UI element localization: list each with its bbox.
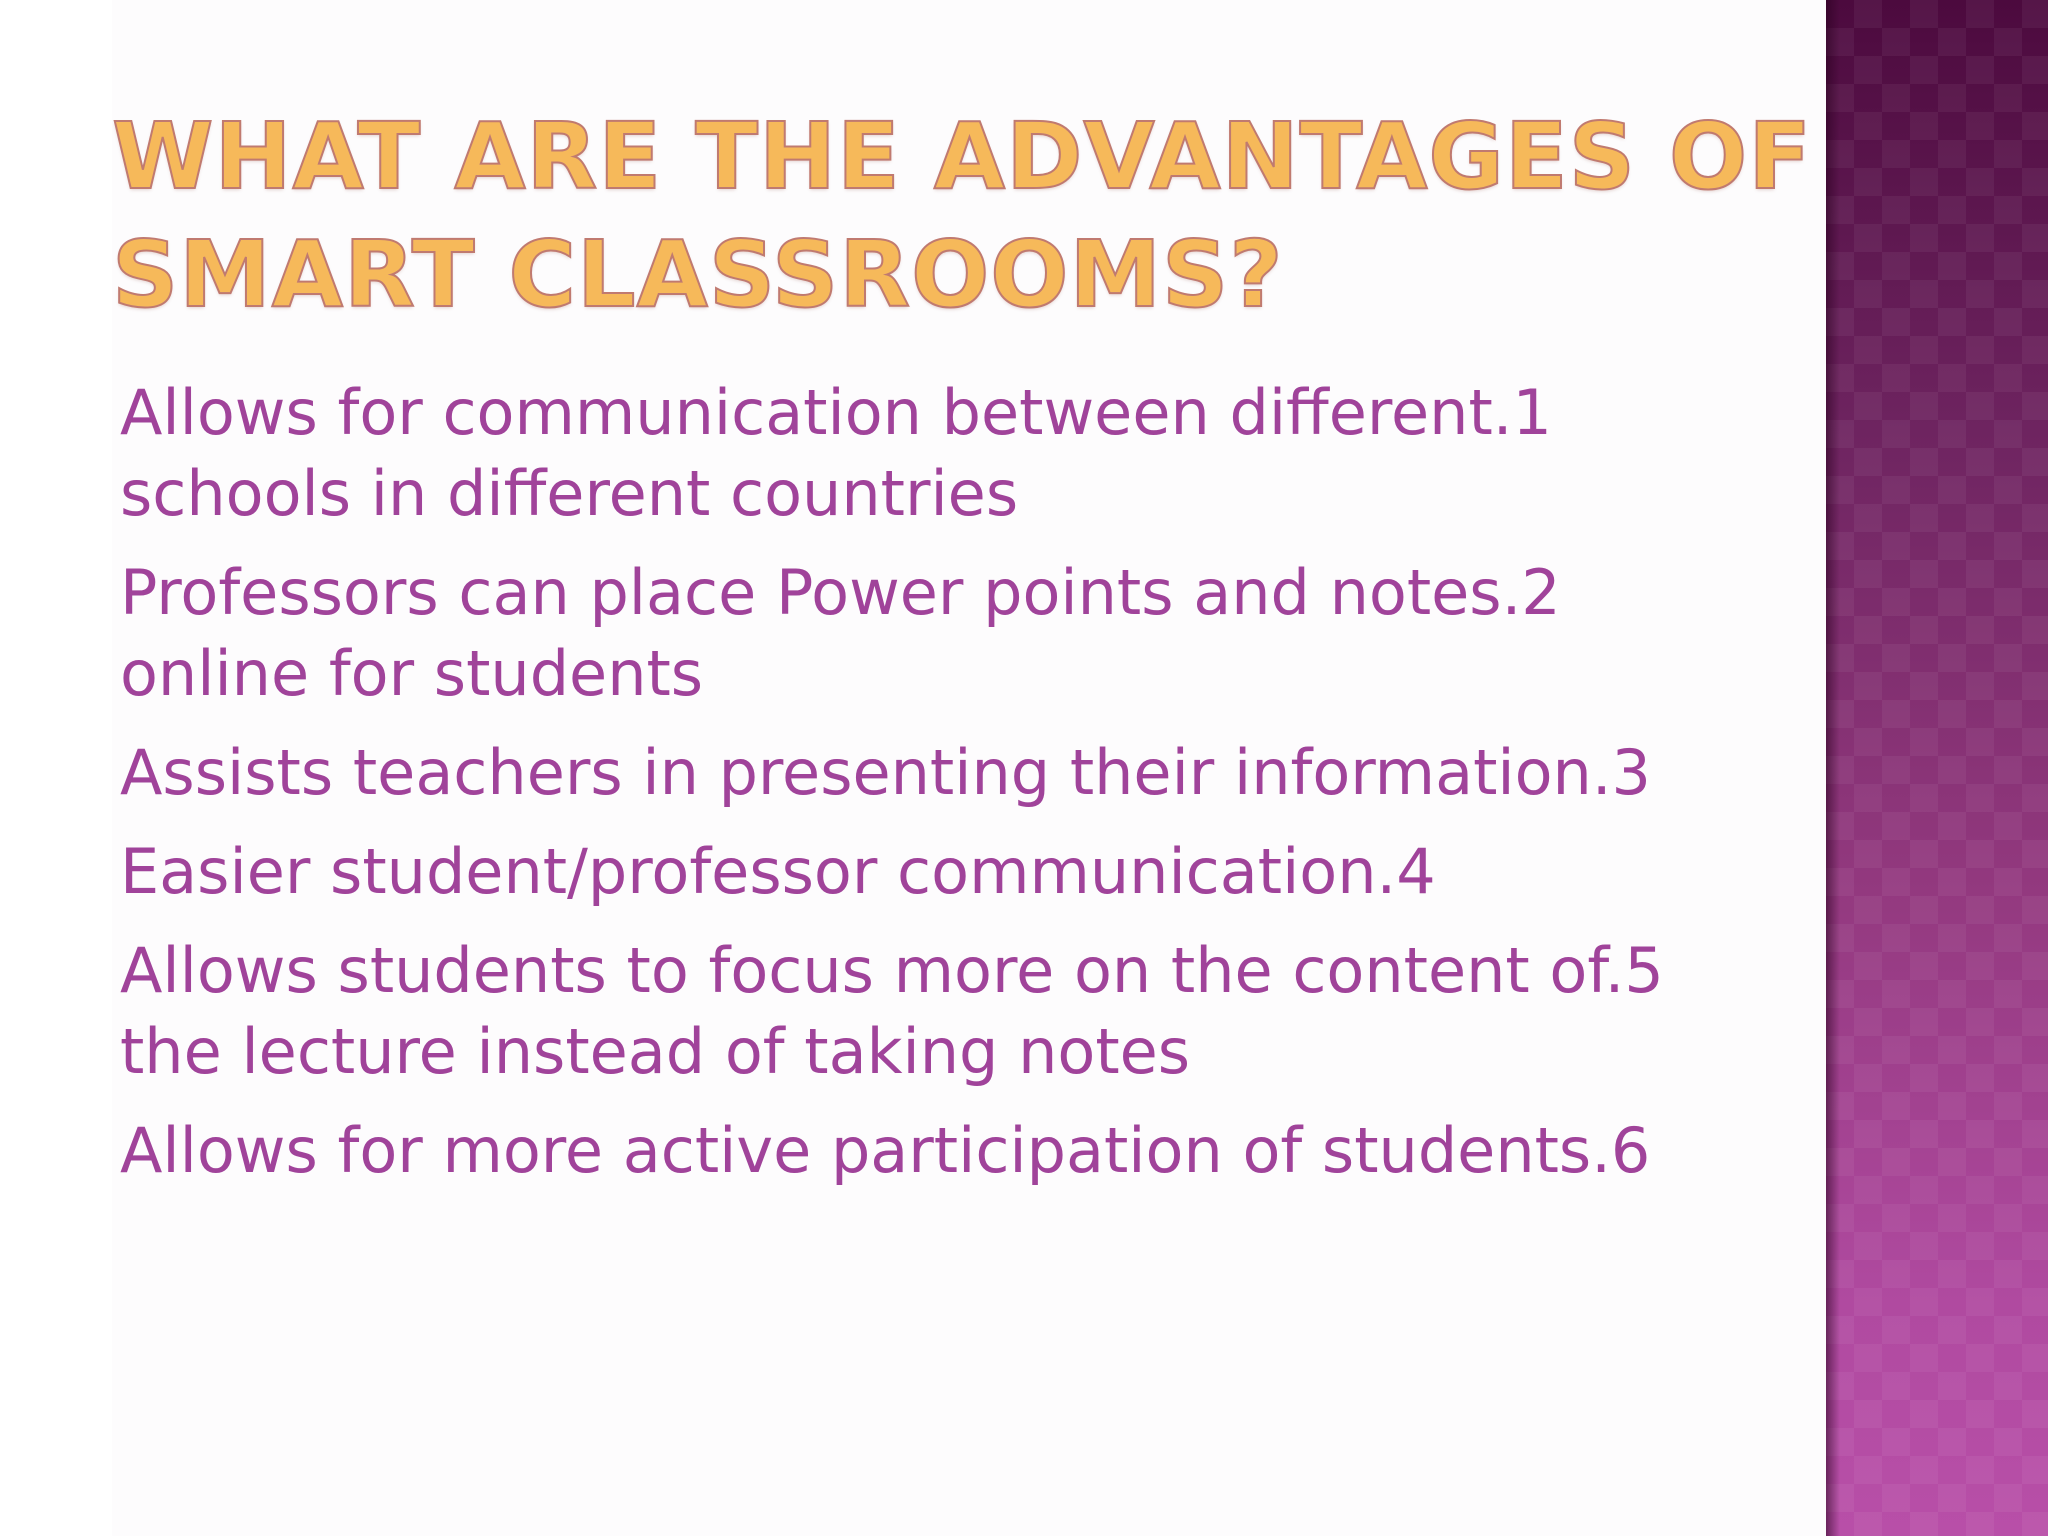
list-item — [120, 930, 1680, 1092]
list-item-text: Professors can place Power points and notes.2 — [120, 556, 1561, 629]
slide-title — [112, 98, 1813, 334]
list-item-text: Allows for more active participation of students.6 — [120, 1114, 1651, 1187]
decorative-side-band — [1826, 0, 2048, 1536]
list-item-text: Easier student/professor communication.4 — [120, 835, 1436, 908]
list-item — [120, 732, 1680, 813]
slide-title-line-1: WHAT ARE THE ADVANTAGES OF — [112, 103, 1813, 210]
list-item-text: Allows students to focus more on the content of.5 — [120, 934, 1664, 1007]
list-item — [120, 552, 1680, 714]
list-item-continuation: online for students — [120, 637, 704, 710]
list-item — [120, 1110, 1680, 1191]
list-item — [120, 831, 1680, 912]
list-item-text: Assists teachers in presenting their information.3 — [120, 736, 1651, 809]
list-item-text: Allows for communication between different.1 — [120, 376, 1552, 449]
list-item-continuation: schools in different countries — [120, 457, 1019, 530]
advantages-list — [120, 372, 1680, 1209]
list-item-continuation: the lecture instead of taking notes — [120, 1015, 1191, 1088]
left-margin — [0, 0, 112, 1536]
slide-title-line-2: SMART CLASSROOMS? — [112, 221, 1284, 328]
list-item — [120, 372, 1680, 534]
